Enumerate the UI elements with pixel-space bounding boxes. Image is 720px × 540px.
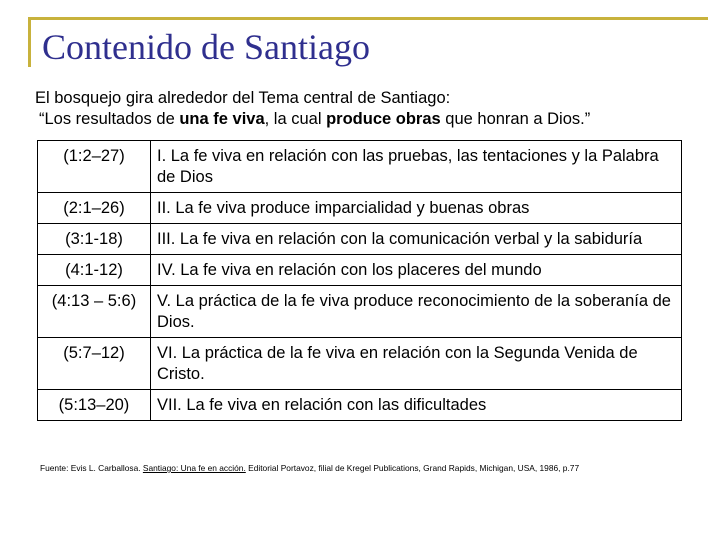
row-reference: (4:13 – 5:6) [38,286,151,338]
row-reference: (5:13–20) [38,390,151,421]
intro-quote-bold-2: produce obras [326,110,441,128]
row-description: VI. La práctica de la fe viva en relación con la Segunda Venida de Cristo. [151,338,682,390]
intro-quote-part-1: “Los resultados de [39,110,180,128]
table-row [38,390,682,421]
row-reference: (2:1–26) [38,193,151,224]
table-row [38,255,682,286]
row-description: VII. La fe viva en relación con las dificultades [151,390,682,421]
source-citation [40,463,720,473]
source-book-title: Santiago: Una fe en acción. [142,463,246,473]
intro-line-1: El bosquejo gira alrededor del Tema central de Santiago: [35,89,451,107]
source-suffix: Editorial Portavoz, filial de Kregel Publications, Grand Rapids, Michigan, USA, 1986, p.77 [245,463,580,473]
outline-table [37,140,682,421]
intro-quote-part-2: , la cual [264,110,327,128]
row-reference: (4:1-12) [38,255,151,286]
row-description: II. La fe viva produce imparcialidad y buenas obras [151,193,682,224]
row-description: IV. La fe viva en relación con los placeres del mundo [151,255,682,286]
intro-line-2 [35,109,695,130]
source-prefix: Fuente: Evis L. Carballosa. [40,463,143,473]
table-row [38,338,682,390]
table-row [38,224,682,255]
row-reference: (5:7–12) [38,338,151,390]
intro-text [35,88,695,130]
intro-quote-part-3: que honran a Dios.” [440,110,591,128]
frame-left-line [28,17,31,67]
table-row [38,141,682,193]
table-row [38,193,682,224]
row-description: I. La fe viva en relación con las pruebas, las tentaciones y la Palabra de Dios [151,141,682,193]
row-reference: (3:1-18) [38,224,151,255]
row-reference: (1:2–27) [38,141,151,193]
page-title: Contenido de Santiago [42,27,370,67]
row-description: V. La práctica de la fe viva produce reconocimiento de la soberanía de Dios. [151,286,682,338]
row-description: III. La fe viva en relación con la comunicación verbal y la sabiduría [151,224,682,255]
intro-quote-bold-1: una fe viva [179,110,265,128]
frame-top-line [28,17,708,20]
table-row [38,286,682,338]
